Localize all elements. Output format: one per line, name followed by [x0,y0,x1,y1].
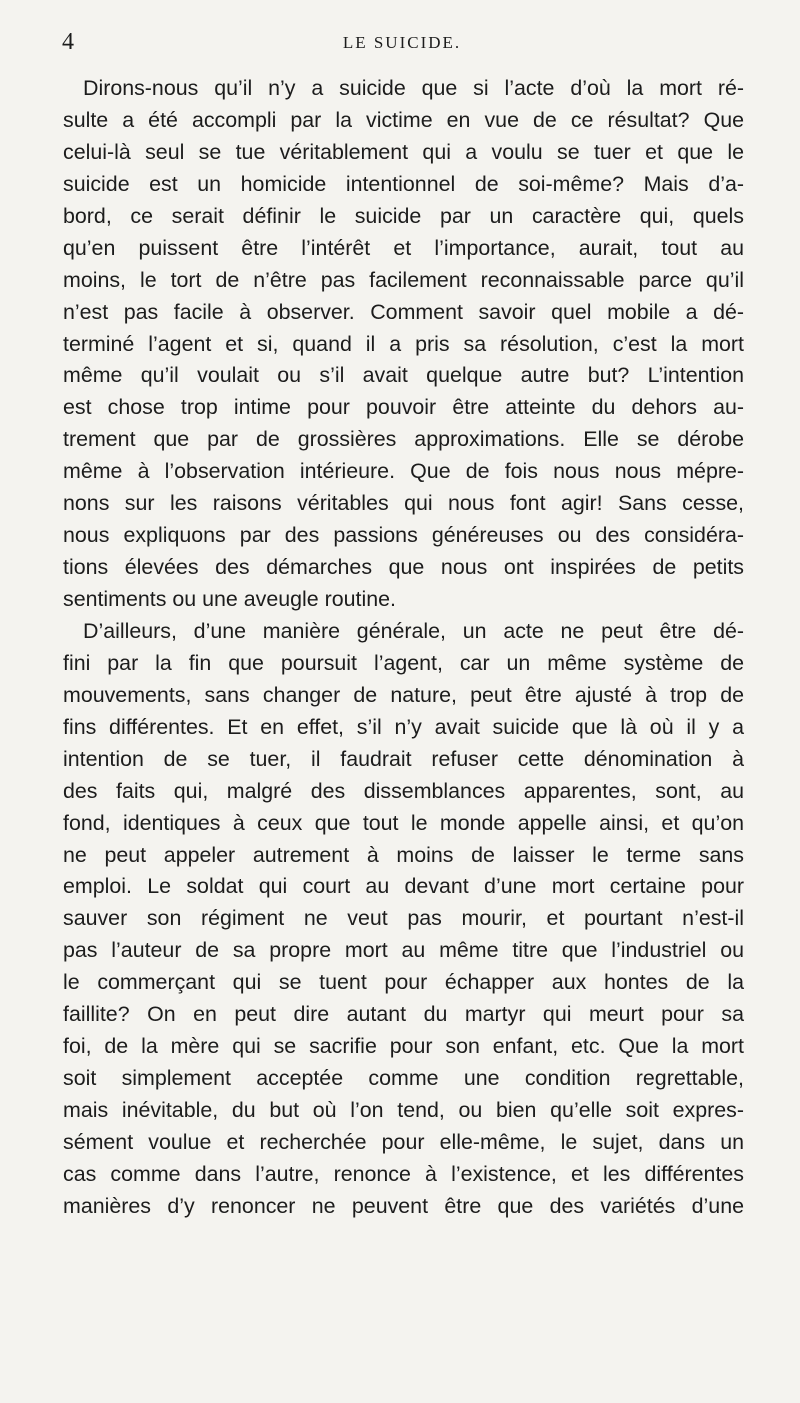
paragraph-1-line: tions élevées des démarches que nous ont inspirées de petits [63,555,744,580]
body-text [63,73,744,1223]
paragraph-1-line: trement que par de grossières approximations. Elle se dérobe [63,427,744,452]
paragraph-2-line: ne peut appeler autrement à moins de laisser le terme sans [63,842,744,867]
paragraph-2-line: foi, de la mère qui se sacrifie pour son enfant, etc. Que la mort [63,1034,744,1059]
paragraph-1-line: même à l’observation intérieure. Que de fois nous nous mépre- [63,459,744,484]
paragraph-1-line: sulte a été accompli par la victime en vue de ce résultat? Que [63,107,744,132]
paragraph-2-line: fond, identiques à ceux que tout le monde appelle ainsi, et qu’on [63,810,744,835]
paragraph-1-line: sentiments ou une aveugle routine. [63,587,396,611]
paragraph-1-line: qu’en puissent être l’intérêt et l’importance, aurait, tout au [63,235,744,260]
paragraph-1-line: moins, le tort de n’être pas facilement reconnaissable parce qu’il [63,267,744,292]
paragraph-2-line: pas l’auteur de sa propre mort au même titre que l’industriel ou [63,938,744,963]
paragraph-1-line: nons sur les raisons véritables qui nous font agir! Sans cesse, [63,491,744,516]
paragraph-2-line: sauver son régiment ne veut pas mourir, et pourtant n’est-il [63,906,744,931]
paragraph-2-line: fini par la fin que poursuit l’agent, car un même système de [63,650,744,675]
paragraph-1-line: celui-là seul se tue véritablement qui a voulu se tuer et que le [63,139,744,164]
paragraph-2-line: mais inévitable, du but où l’on tend, ou bien qu’elle soit expres- [63,1098,744,1122]
paragraph-2-line: le commerçant qui se tuent pour échapper aux hontes de la [63,970,744,995]
paragraph-2-line: fins différentes. Et en effet, s’il n’y avait suicide que là où il y a [63,714,744,739]
paragraph-2-line: faillite? On en peut dire autant du martyr qui meurt pour sa [63,1002,744,1027]
paragraph-1-line: suicide est un homicide intentionnel de soi-même? Mais d’a- [63,171,744,196]
paragraph-2-line: manières d’y renoncer ne peuvent être que des variétés d’une [63,1193,744,1218]
paragraph-1-line: nous expliquons par des passions généreuses ou des considéra- [63,523,744,548]
paragraph-2-line: D’ailleurs, d’une manière générale, un acte ne peut être dé- [83,618,744,643]
paragraph-1-line: n’est pas facile à observer. Comment savoir quel mobile a dé- [63,299,744,324]
paragraph-1-line: terminé l’agent et si, quand il a pris sa résolution, c’est la mort [63,331,744,356]
paragraph-2-line: emploi. Le soldat qui court au devant d’une mort certaine pour [63,874,744,899]
paragraph-1-line: bord, ce serait définir le suicide par un caractère qui, quels [63,203,744,228]
paragraph-2-line: mouvements, sans changer de nature, peut être ajusté à trop de [63,682,744,707]
paragraph-2-line: soit simplement acceptée comme une condition regrettable, [63,1066,744,1091]
running-header [62,30,742,54]
paragraph-2-line: sément voulue et recherchée pour elle-même, le sujet, dans un [63,1129,744,1154]
paragraph-2-line: intention de se tuer, il faudrait refuser cette dénomination à [63,746,744,771]
paragraph-2-line: cas comme dans l’autre, renonce à l’existence, et les différentes [63,1161,744,1186]
paragraph-1-line: même qu’il voulait ou s’il avait quelque autre but? L’intention [63,363,744,388]
paragraph-1-line: Dirons-nous qu’il n’y a suicide que si l’acte d’où la mort ré- [83,76,744,100]
running-title: LE SUICIDE. [342,33,462,52]
page-number: 4 [62,29,74,55]
paragraph-2-line: des faits qui, malgré des dissemblances apparentes, sont, au [63,778,744,803]
paragraph-1-line: est chose trop intime pour pouvoir être atteinte du dehors au- [63,395,744,420]
